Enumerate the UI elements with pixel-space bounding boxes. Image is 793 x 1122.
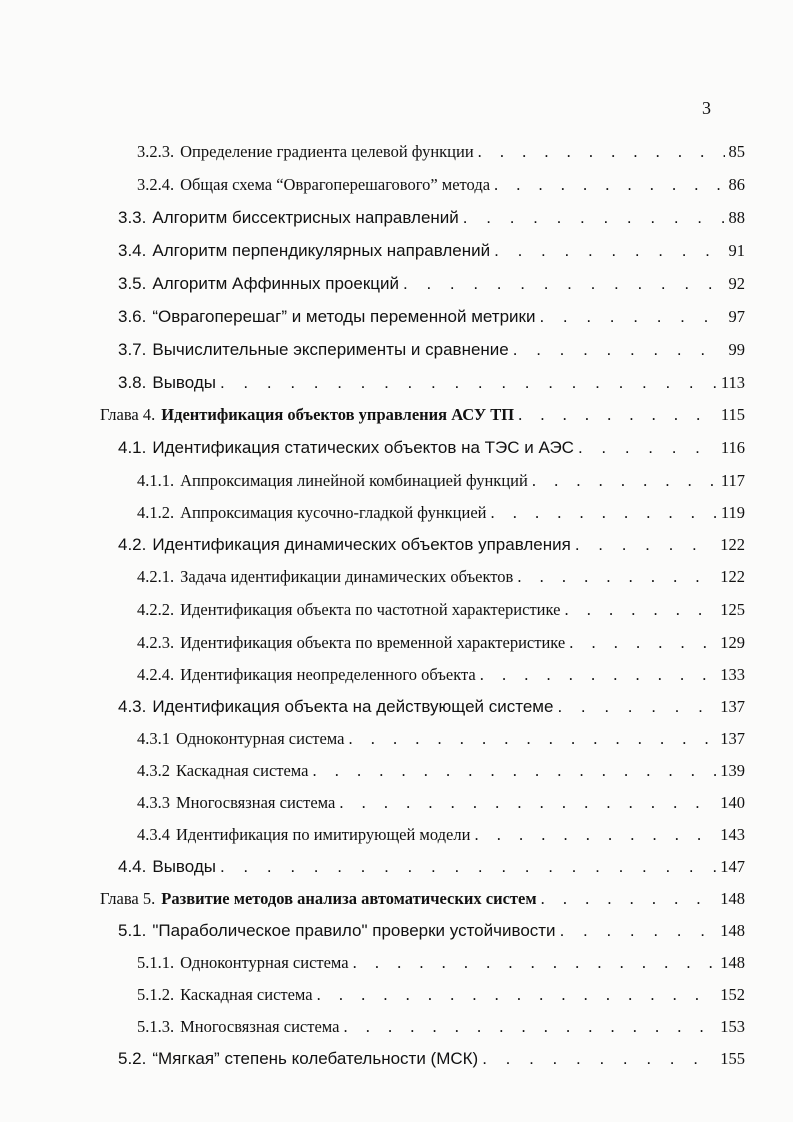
toc-dot-leader — [514, 405, 717, 425]
toc-dot-leader — [553, 697, 716, 717]
toc-entry-4-1-2 — [137, 499, 745, 523]
toc-dot-leader — [571, 535, 716, 555]
toc-entry-title: Идентификация по имитирующей модели — [176, 825, 471, 844]
toc-entry-page: 147 — [720, 857, 745, 876]
toc-entry-4-1-1 — [137, 467, 745, 491]
toc-entry-4-2-3 — [137, 629, 745, 653]
toc-dot-leader — [349, 953, 717, 973]
toc-dot-leader — [399, 274, 724, 294]
toc-entry-3-5 — [118, 270, 745, 294]
toc-entry-number: 3.2.3. — [137, 142, 175, 161]
toc-dot-leader — [313, 985, 717, 1005]
toc-entry-title: Каскадная система — [180, 985, 313, 1004]
toc-entry-number: 4.2.3. — [137, 633, 175, 652]
toc-entry-page: 148 — [720, 921, 745, 940]
toc-entry-page: 122 — [720, 567, 745, 586]
toc-entry-number: 4.2.1. — [137, 567, 175, 586]
toc-entry-title: Задача идентификации динамических объектов — [180, 567, 514, 586]
toc-entry-title: Идентификация объекта по частотной характеристике — [180, 600, 561, 619]
toc-entry-page: 155 — [720, 1049, 745, 1068]
toc-entry-page: 143 — [720, 825, 745, 844]
toc-entry-page: 140 — [720, 793, 745, 812]
toc-entry-title: Алгоритм перпендикулярных направлений — [152, 241, 491, 260]
toc-entry-3-6 — [118, 303, 745, 327]
toc-entry-3-8 — [118, 369, 745, 393]
toc-entry-page: 86 — [728, 175, 745, 194]
toc-dot-leader — [513, 567, 716, 587]
toc-entry-number: 3.8. — [118, 373, 147, 392]
toc-entry-5-1-1 — [137, 949, 745, 973]
toc-entry-5-1 — [118, 917, 745, 941]
toc-entry-number: 3.2.4. — [137, 175, 175, 194]
toc-entry-page: 92 — [728, 274, 745, 293]
toc-chapter-5 — [100, 885, 745, 909]
toc-entry-3-2-3 — [137, 138, 745, 162]
toc-entry-4-2-4 — [137, 661, 745, 685]
toc-entry-title: Многосвязная система — [180, 1017, 340, 1036]
toc-dot-leader — [490, 175, 724, 195]
toc-entry-title: Идентификация объекта на действующей системе — [152, 697, 554, 716]
toc-dot-leader — [574, 438, 717, 458]
toc-entry-page: 115 — [720, 405, 745, 424]
toc-entry-number: 4.3.1 — [137, 729, 170, 748]
toc-dot-leader — [216, 373, 717, 393]
toc-entry-4-3-2 — [137, 757, 745, 781]
toc-entry-title: “Мягкая” степень колебательности (МСК) — [152, 1049, 479, 1068]
toc-entry-3-7 — [118, 336, 745, 360]
toc-entry-title: Выводы — [152, 857, 216, 876]
toc-entry-page: 99 — [728, 340, 745, 359]
toc-entry-4-3 — [118, 693, 745, 717]
toc-entry-page: 153 — [720, 1017, 745, 1036]
toc-dot-leader — [490, 241, 724, 261]
toc-entry-number: 4.2. — [118, 535, 147, 554]
toc-entry-number: 5.1.3. — [137, 1017, 175, 1036]
toc-entry-page: 129 — [720, 633, 745, 652]
toc-dot-leader — [537, 889, 717, 909]
toc-entry-page: 91 — [728, 241, 745, 260]
toc-dot-leader — [335, 793, 716, 813]
toc-entry-title: Многосвязная система — [176, 793, 336, 812]
toc-entry-title: Идентификация объекта по временной характеристике — [180, 633, 566, 652]
toc-entry-4-3-1 — [137, 725, 745, 749]
toc-entry-page: 88 — [728, 208, 745, 227]
toc-entry-4-1 — [118, 434, 745, 458]
toc-entry-number: 3.5. — [118, 274, 147, 293]
toc-entry-title: Определение градиента целевой функции — [180, 142, 474, 161]
toc-entry-number: 4.2.2. — [137, 600, 175, 619]
toc-entry-4-3-4 — [137, 821, 745, 845]
toc-entry-number: 3.7. — [118, 340, 147, 359]
toc-entry-number: 4.3.3 — [137, 793, 170, 812]
toc-entry-title: Аппроксимация кусочно-гладкой функцией — [180, 503, 487, 522]
toc-dot-leader — [476, 665, 717, 685]
toc-entry-3-3 — [118, 204, 745, 228]
toc-entry-number: 4.1.2. — [137, 503, 175, 522]
toc-dot-leader — [459, 208, 725, 228]
toc-entry-number: 3.6. — [118, 307, 147, 326]
toc-entry-4-4 — [118, 853, 745, 877]
toc-entry-number: 4.3. — [118, 697, 147, 716]
toc-entry-4-2-1 — [137, 563, 745, 587]
toc-dot-leader — [560, 600, 716, 620]
toc-entry-page: 148 — [720, 953, 745, 972]
toc-entry-page: 148 — [720, 889, 745, 908]
toc-entry-3-4 — [118, 237, 745, 261]
toc-dot-leader — [474, 142, 725, 162]
toc-entry-title: Вычислительные эксперименты и сравнение — [152, 340, 509, 359]
toc-entry-title: Одноконтурная система — [180, 953, 349, 972]
toc-entry-page: 119 — [720, 503, 745, 522]
toc-entry-title: Алгоритм Аффинных проекций — [152, 274, 400, 293]
toc-chapter-number: Глава 5. — [100, 889, 156, 908]
toc-entry-number: 4.2.4. — [137, 665, 175, 684]
toc-entry-5-1-2 — [137, 981, 745, 1005]
toc-entry-4-2-2 — [137, 596, 745, 620]
toc-entry-number: 5.1.2. — [137, 985, 175, 1004]
toc-entry-title: Общая схема “Оврагоперешагового” метода — [180, 175, 491, 194]
toc-entry-4-3-3 — [137, 789, 745, 813]
toc-dot-leader — [556, 921, 717, 941]
toc-dot-leader — [478, 1049, 716, 1069]
toc-entry-number: 4.3.4 — [137, 825, 170, 844]
toc-entry-title: “Оврагоперешаг” и методы переменной метрики — [152, 307, 536, 326]
toc-dot-leader — [339, 1017, 716, 1037]
toc-entry-page: 122 — [720, 535, 745, 554]
toc-dot-leader — [308, 761, 716, 781]
toc-entry-title: Идентификация статических объектов на ТЭС и АЭС — [152, 438, 574, 457]
toc-entry-page: 133 — [720, 665, 745, 684]
toc-entry-page: 137 — [720, 729, 745, 748]
toc-entry-number: 4.1.1. — [137, 471, 175, 490]
page-number: 3 — [702, 98, 711, 118]
toc-entry-title: Одноконтурная система — [176, 729, 345, 748]
toc-chapter-title: Идентификация объектов управления АСУ ТП — [161, 405, 515, 424]
toc-dot-leader — [344, 729, 716, 749]
toc-entry-4-2 — [118, 531, 745, 555]
toc-entry-number: 4.4. — [118, 857, 147, 876]
toc-entry-page: 97 — [728, 307, 745, 326]
toc-dot-leader — [509, 340, 725, 360]
toc-entry-title: "Параболическое правило" проверки устойчивости — [152, 921, 556, 940]
toc-dot-leader — [528, 471, 717, 491]
toc-chapter-4 — [100, 401, 745, 425]
toc-entry-number: 4.1. — [118, 438, 147, 457]
toc-entry-number: 4.3.2 — [137, 761, 170, 780]
toc-entry-title: Аппроксимация линейной комбинацией функций — [180, 471, 528, 490]
toc-entry-title: Каскадная система — [176, 761, 309, 780]
toc-entry-title: Выводы — [152, 373, 216, 392]
toc-entry-page: 85 — [728, 142, 745, 161]
toc-entry-page: 139 — [720, 761, 745, 780]
toc-dot-leader — [470, 825, 716, 845]
toc-entry-page: 137 — [720, 697, 745, 716]
toc-chapter-number: Глава 4. — [100, 405, 156, 424]
toc-dot-leader — [535, 307, 724, 327]
toc-dot-leader — [565, 633, 716, 653]
toc-entry-5-2 — [118, 1045, 745, 1069]
toc-entry-page: 152 — [720, 985, 745, 1004]
toc-entry-number: 5.1.1. — [137, 953, 175, 972]
toc-entry-number: 3.4. — [118, 241, 147, 260]
toc-dot-leader — [487, 503, 717, 523]
toc-entry-page: 116 — [720, 438, 745, 457]
toc-entry-page: 125 — [720, 600, 745, 619]
toc-entry-number: 5.1. — [118, 921, 147, 940]
toc-entry-page: 113 — [720, 373, 745, 392]
toc-entry-number: 5.2. — [118, 1049, 147, 1068]
toc-chapter-title: Развитие методов анализа автоматических систем — [161, 889, 537, 908]
toc-entry-title: Идентификация динамических объектов управления — [152, 535, 571, 554]
toc-entry-page: 117 — [720, 471, 745, 490]
toc-entry-title: Идентификация неопределенного объекта — [180, 665, 476, 684]
toc-entry-number: 3.3. — [118, 208, 147, 227]
toc-entry-5-1-3 — [137, 1013, 745, 1037]
toc-entry-3-2-4 — [137, 171, 745, 195]
toc-entry-title: Алгоритм биссектрисных направлений — [152, 208, 459, 227]
toc-dot-leader — [216, 857, 716, 877]
